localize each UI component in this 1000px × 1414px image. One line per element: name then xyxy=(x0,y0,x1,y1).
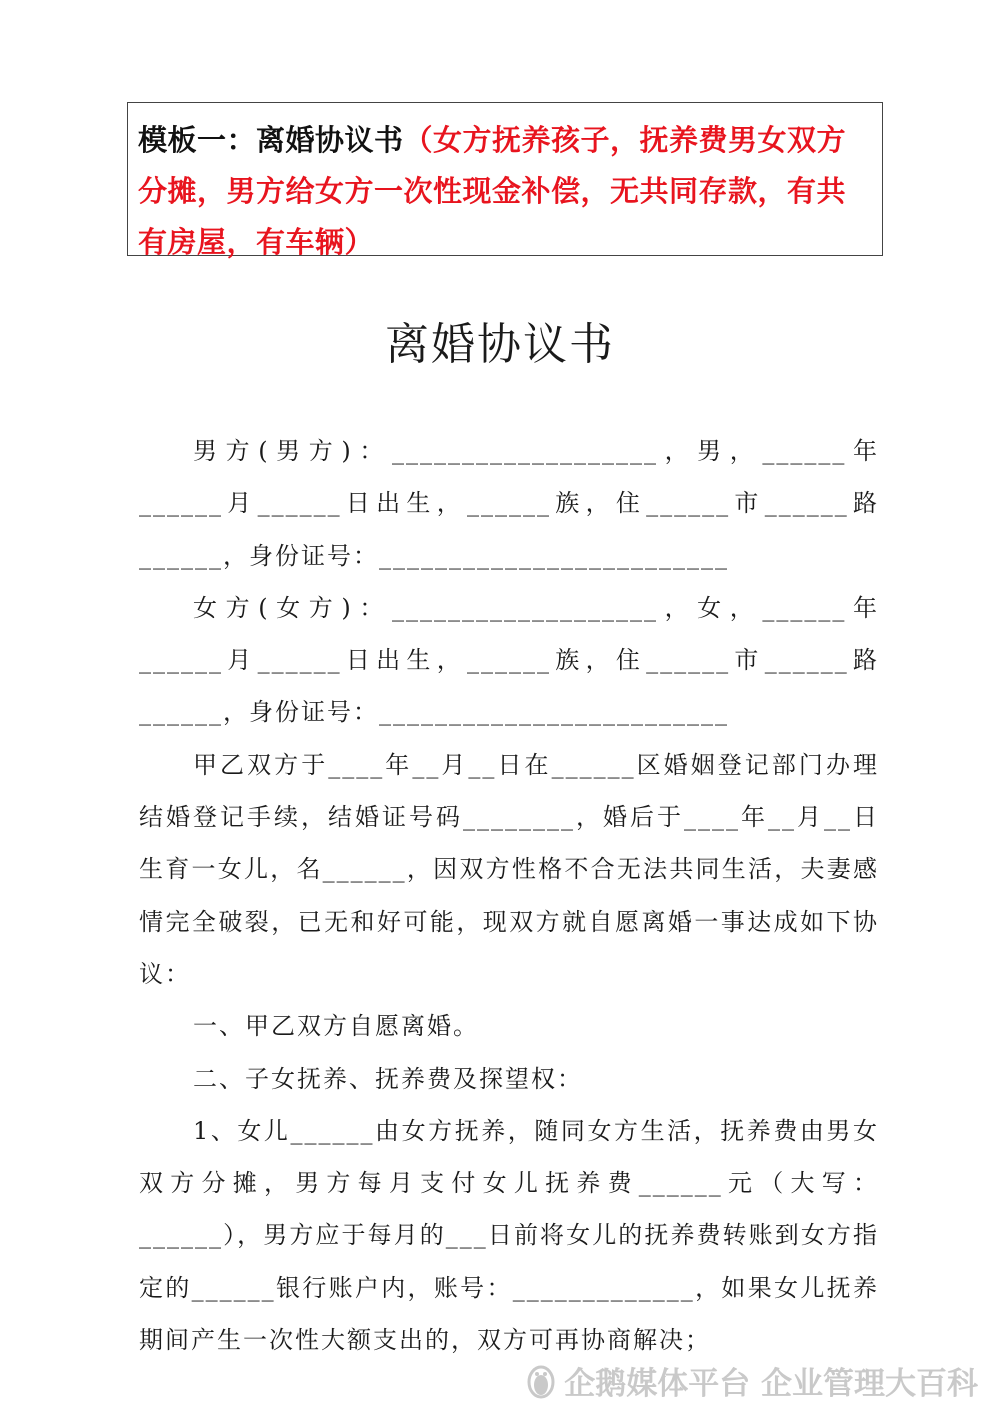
document-body xyxy=(139,425,879,1366)
watermark xyxy=(526,1358,978,1402)
watermark-text: 企鹅媒体平台 企业管理大百科 xyxy=(564,1365,978,1402)
clause-one: 一、甲乙双方自愿离婚。 xyxy=(193,1012,479,1041)
clause-two-item-one: 1、女儿______由女方抚养，随同女方生活，抚养费由男女双方分摊，男方每月支付女儿抚养费______元（大写：______），男方应于每月的___日前将女儿的抚养费转账到女方指定的______银行账户内，账号：_____________，如果女儿抚养期间产生一次性大额支出的，双方可再协商解决； xyxy=(139,1116,879,1355)
paragraph-wife-info: 女方(女方)：___________________，女，______年______月______日出生，______族，住______市______路______，身份证号：_________________________ xyxy=(139,593,879,727)
template-label: 模板一：离婚协议书 xyxy=(138,123,404,157)
penguin-logo-icon xyxy=(526,1361,556,1399)
paragraph-husband-info: 男方(男方)：___________________，男，______年______月______日出生，______族，住______市______路______，身份证号：_________________________ xyxy=(139,437,879,570)
paragraph-marriage-facts: 甲乙双方于____年__月__日在______区婚姻登记部门办理结婚登记手续，结婚证号码________，婚后于____年__月__日生育一女儿，名______，因双方性格不合无法共同生活，夫妻感情完全破裂，已无和好可能，现双方就自愿离婚一事达成如下协议： xyxy=(139,750,879,988)
template-note: （女方抚养孩子，抚养费男女双方分摊，男方给女方一次性现金补偿，无共同存款，有共有房屋，有车辆） xyxy=(138,123,847,259)
template-header-box xyxy=(127,102,883,259)
clause-two-heading: 二、子女抚养、抚养费及探望权： xyxy=(193,1064,583,1093)
document-title: 离婚协议书 xyxy=(385,319,615,370)
